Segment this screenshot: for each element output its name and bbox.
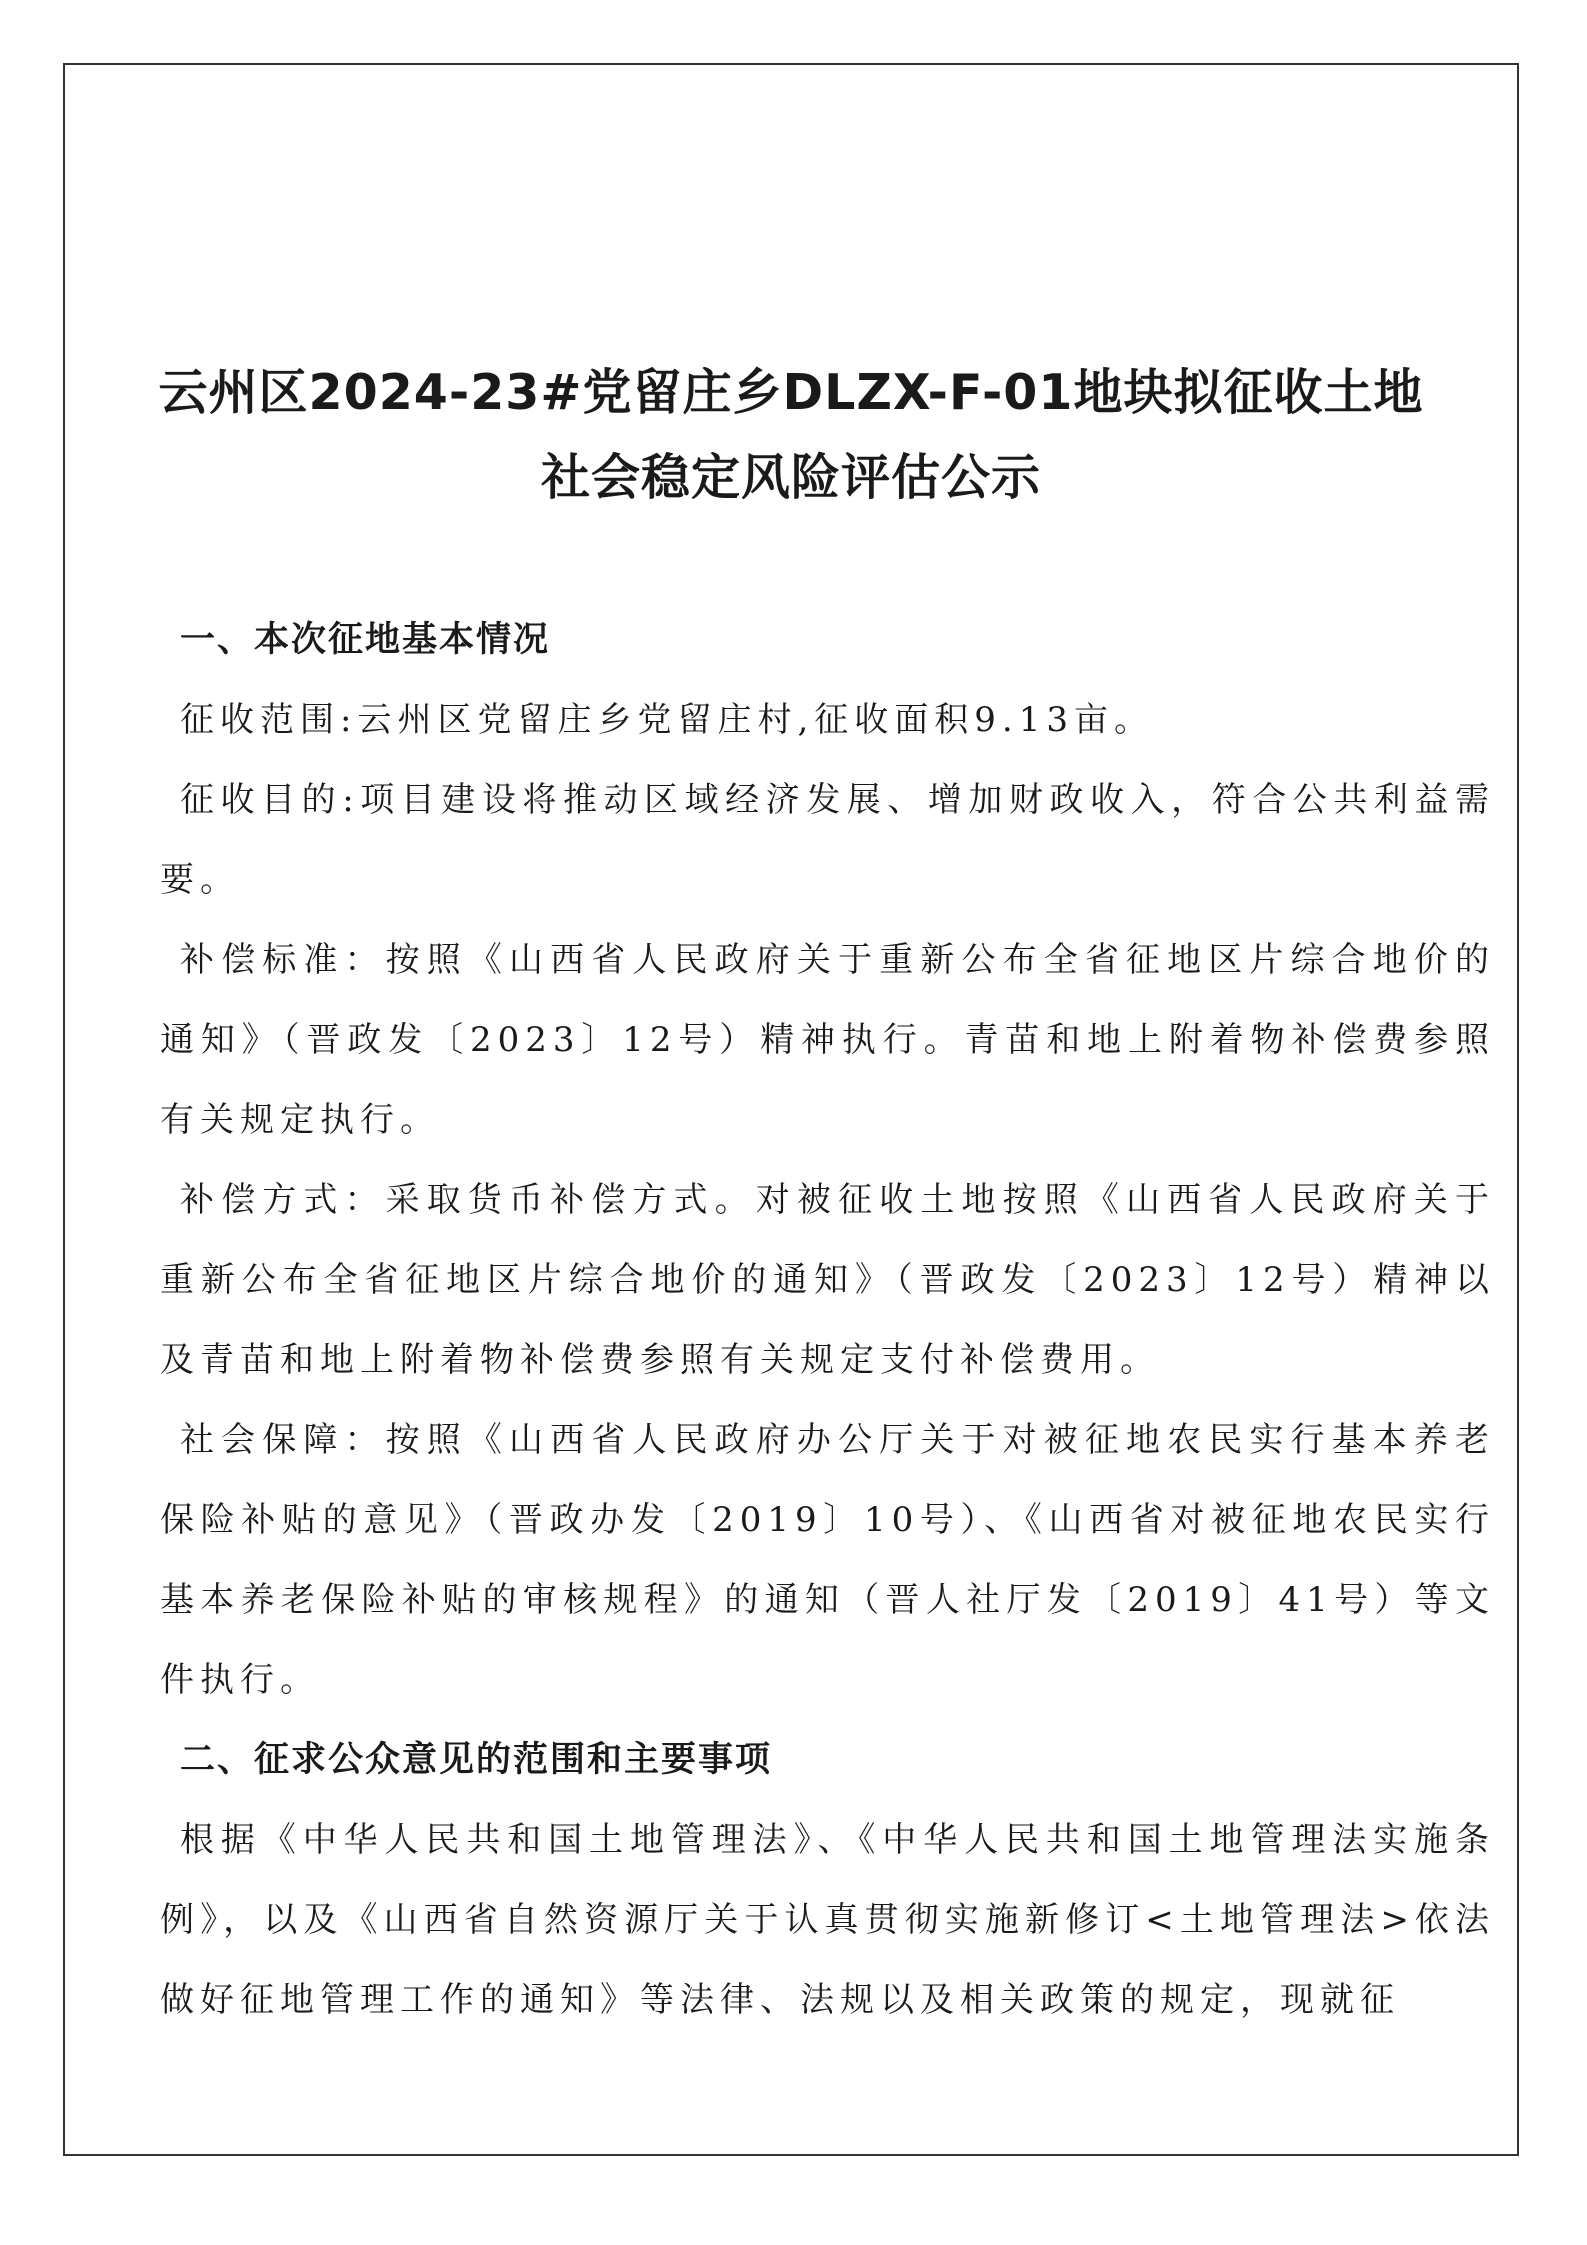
title-line-1: 云州区2024-23#党留庄乡DLZX-F-01地块拟征收土地 — [158, 364, 1424, 421]
section-heading-public-opinion: 二、征求公众意见的范围和主要事项 — [180, 1740, 773, 1780]
paragraph-scope: 征收范围:云州区党留庄乡党留庄村,征收面积9.13亩。 — [180, 700, 1154, 740]
paragraph-social-security: 社会保障：按照《山西省人民政府办公厅关于对被征地农民实行基本养老保险补贴的意见》（晋政办发〔2019〕10号）、《山西省对被征地农民实行基本养老保险补贴的审核规程》的通知（晋人社厅发〔2019〕41号）等文件执行。 — [160, 1420, 1495, 1700]
page-title — [63, 350, 1519, 520]
document-body — [160, 600, 1495, 2040]
title-line-2: 社会稳定风险评估公示 — [540, 449, 1041, 506]
paragraph-compensation-method: 补偿方式：采取货币补偿方式。对被征收土地按照《山西省人民政府关于重新公布全省征地区片综合地价的通知》（晋政发〔2023〕12号）精神以及青苗和地上附着物补偿费参照有关规定支付补偿费用。 — [160, 1180, 1495, 1380]
section-heading-basic-info: 一、本次征地基本情况 — [180, 620, 551, 660]
paragraph-legal-basis: 根据《中华人民共和国土地管理法》、《中华人民共和国土地管理法实施条例》，以及《山西省自然资源厅关于认真贯彻实施新修订<土地管理法>依法做好征地管理工作的通知》等法律、法规以及相关政策的规定，现就征 — [160, 1820, 1495, 2020]
paragraph-compensation-standard: 补偿标准：按照《山西省人民政府关于重新公布全省征地区片综合地价的通知》（晋政发〔2023〕12号）精神执行。青苗和地上附着物补偿费参照有关规定执行。 — [160, 940, 1495, 1140]
paragraph-purpose: 征收目的:项目建设将推动区域经济发展、增加财政收入，符合公共利益需要。 — [160, 780, 1495, 900]
